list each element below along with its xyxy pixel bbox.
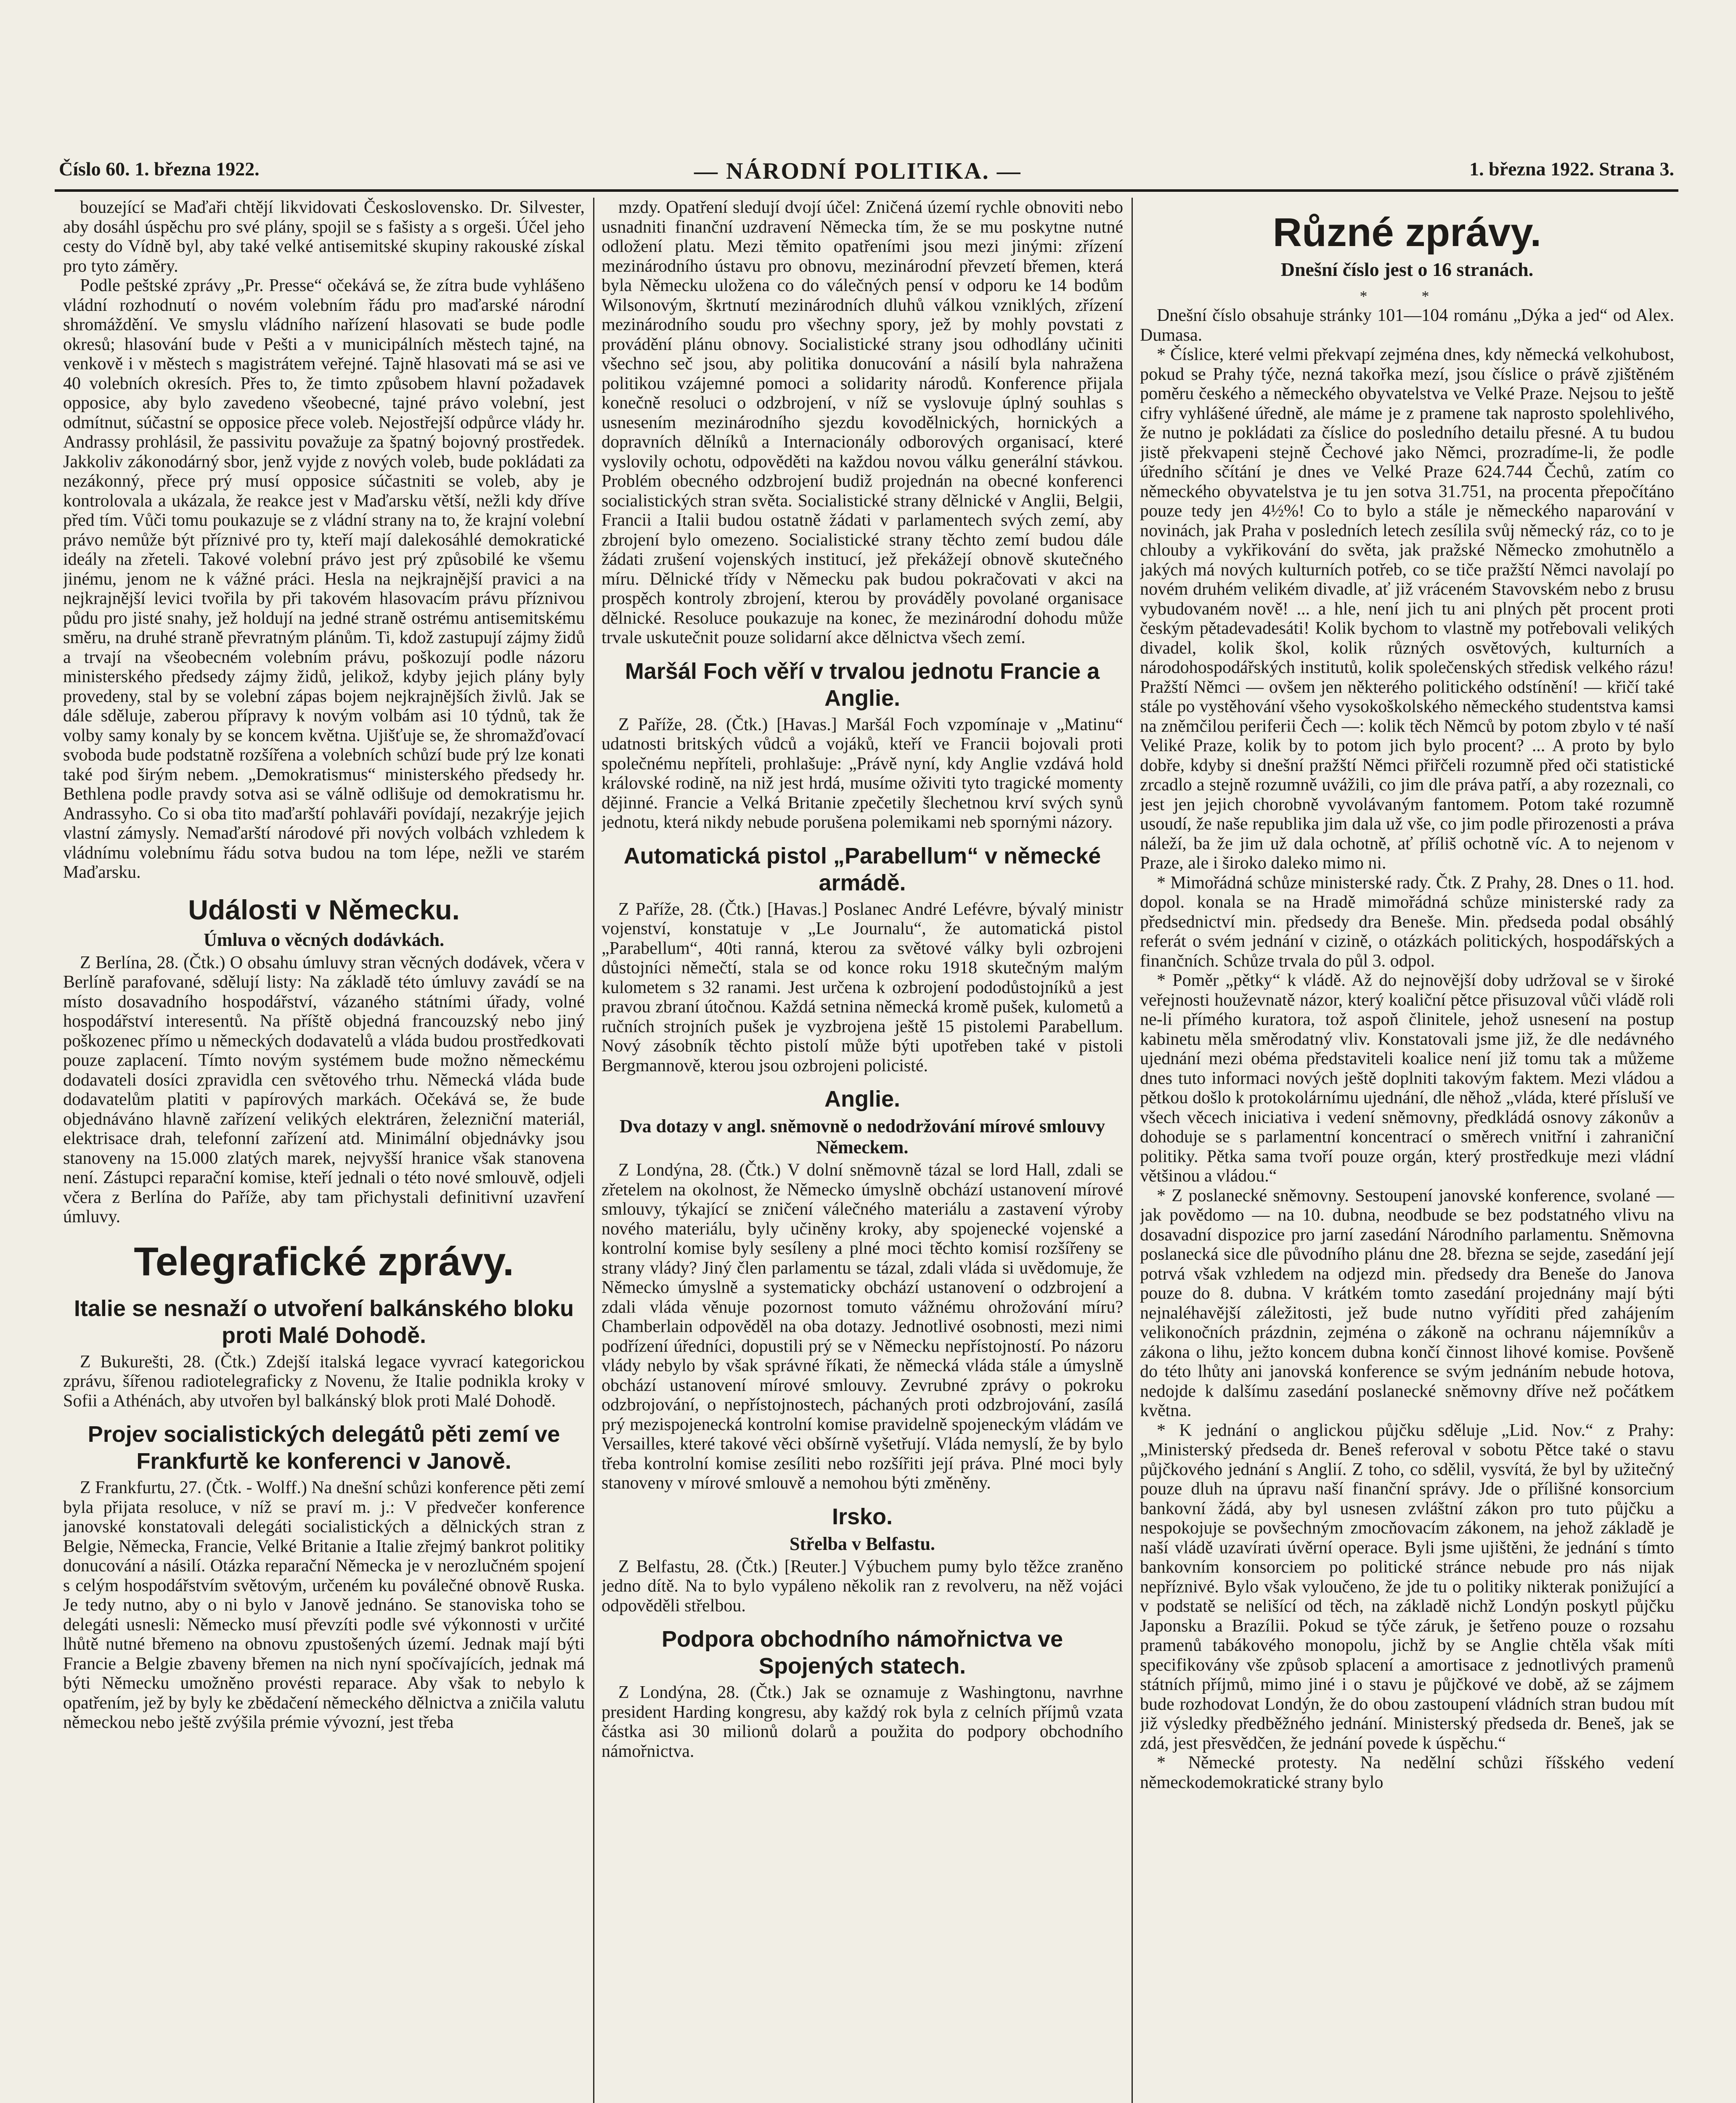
section-headline: Anglie. [824, 1086, 900, 1112]
article-paragraph: mzdy. Opatření sledují dvojí účel: Zničená území rychle obnoviti nebo usnadniti finanční uzdravení Německa tím, že se mu poskytne nutné odložení platu. Mezi těmito opatřeními jsou mezi jinými: zřízení mezinárodního ústavu pro obnovu, mezinárodní převzetí břemen, která byla Německu uložena co do válečných pensí v odporu ke 14 bodům Wilsonovým, škrtnutí mezinárodních dluhů válkou vzniklých, zřízení mezinárodního soudu pro všechny spory, jež by mohly povstati z provádění plánu obnovy. Socialistické strany jsou odhodlány učiniti všechno seč jsou, aby politika donucování a násilí byla nahražena politikou vzájemné pomoci a solidarity národů. Konference přijala konečně resoluci o odzbrojení, v níž se vyslovuje úplný souhlas s usnesením mezinárodního sjezdu kovodělnických, hornických a dopravních dělníků a Internacionály odborových organisací, které vyslovily ochotu, odpověděti na každou novou válku generální stávkou. Problém obecného odzbrojení budiž projednán na obecné konferenci socialistických stran světa. Socialistické strany dělnické v Anglii, Belgii, Francii a Italii budou ostatně žádati v parlamentech svých zemí, aby zbrojení bylo omezeno. Socialistické strany těchto zemí budou dále žádati zrušení vojenských institucí, jež překážejí obnově skutečného míru. Dělnické třídy v Německu pak budou pokračovati v akci na prospěch kontroly zbrojení, kterou by prováděly povolané organisace dělnické. Resoluce poukazuje na konec, že mezinárodní dohodu může trvale uskutečnit pouze solidarní akce dělnictva všech zemí. [602, 198, 1123, 647]
column-3 [1140, 198, 1674, 2103]
section-headline: Irsko. [832, 1504, 893, 1529]
article-paragraph: * Mimořádná schůze ministerské rady. Čtk. Z Prahy, 28. Dnes o 11. hod. dopol. konala se na Hradě mimořádná schůze ministerské rady za předsednictví min. předsedy dra Beneše. Min. předseda podal obsáhlý referát o svém jednání v cizině, o otázkách politických, hospodářských a finančních. Schůze trvala do půl 3. odpol. [1140, 873, 1674, 971]
column-divider [593, 198, 594, 2103]
masthead: — NÁRODNÍ POLITIKA. — [694, 158, 1022, 184]
column-divider [1132, 198, 1133, 2103]
article-subtitle: Úmluva o věcných dodávkách. [203, 929, 445, 950]
article-headline: Italie se nesnaží o utvoření balkánského bloku proti Malé Dohodě. [74, 1295, 574, 1348]
article-paragraph: Podle peštské zprávy „Pr. Presse“ očekává se, že zítra bude vyhlášeno vládní rozhodnutí o novém volebním řádu pro maďarské národní shromáždění. Ve smyslu vládního nařízení hlasovati se bude podle okresů; hlasování bude v Pešti a v municipálních městech tajné, na venkově i v městech s magistrátem veřejné. Tajně hlasovati má se asi ve 40 volebních okresích. Přes to, že timto způsobem hlavní požadavek opposice, aby bylo zavedeno všeobecné, tajné právo volební, jest odmítnut, súčastní se opposice přece voleb. Nejostřejší odpůrce vlády hr. Andrassy prohlásil, že passivitu považuje za špatný bojovný prostředek. Jakkoliv zákonodárný sbor, jenž vyjde z nových voleb, bude pokládati za nezákonný, přece prý musí opposice súčastniti se voleb, aby je kontrolovala a ukázala, že reakce jest v Maďarsku větší, nežli kdy dříve před tím. Vůči tomu poukazuje se z vládní strany na to, že krajní volební právo nemůže být příznivé pro ty, kteří mají dalekosáhlé demokratické ideály na zřeteli. Takové volební právo jest prý způsobilé ke všemu jinému, jenom ne k vážné práci. Hesla na nejkrajnější pravici a na nejkrajnější levici tvořila by při takovém hlasovacím právu příznivou půdu pro jisté snahy, jež holdují na jedné straně ostrému antisemitskému směru, na druhé straně převratným plánům. Ti, kdož zastupují zájmy židů a trvají na všeobecném volebním právu, poškozují podle názoru ministerského předsedy zájmy židů, jelikož, kdyby jejich plány byly provedeny, stal by se volební zápas bojem nejkrajnějších živlů. Jak se dále sděluje, zaberou přípravy k novým volbám asi 10 týdnů, tak že volby samy konaly by se koncem května. Ujišťuje se, že shromažďovací svoboda bude podstatně rozšířena a volebních schůzí bude prý lze konati také pod širým nebem. „Demokratismus“ ministerského předsedy hr. Bethlena podle pravdy sotva asi se válně odlišuje od demokratismu hr. Andrassyho. Co si oba tito maďarští pohlaváři povídají, nezakrýje jejich vlastní zámysly. Nemaďarští národové při nových volbách vzhledem k vládnímu volebnímu řádu sotva budou na tom lépe, nežli ve starém Maďarsku. [63, 276, 585, 882]
article-paragraph: Z Frankfurtu, 27. (Čtk. - Wolff.) Na dnešní schůzi konference pěti zemí byla přijata resoluce, v níž se praví m. j.: V předvečer konference janovské konstatovali delegáti socialistických a dělnických stran z Belgie, Německa, Francie, Velké Britanie a Italie zřejmý bankrot politiky donucování a násilí. Otázka reparační Německa je v nerozlučném spojení s celým hospodářstvím světovým, určeném ku poválečné obnově Ruska. Je tedy nutno, aby o ni bylo v Janově jednáno. Se stanoviska toho se delegáti usnesli: Německo musí převzíti podle své výkonnosti v určité lhůtě nutné břemeno na obnovu zpustošených území. Jednak mají býti Francie a Belgie zbaveny břemen na nich nyní spočívajících, jednak má býti Německu umožněno provésti reparace. Aby však to nebylo k opatřením, jež by byly ke zbědačení německého dělnictva a zničila valutu německou nebo ještě zvýšila prémie vývozní, jest třeba [63, 1478, 585, 1732]
article-paragraph: * Z poslanecké sněmovny. Sestoupení janovské konference, svolané — jak povědomo — na 10. dubna, neodbude se bez podstatného vlivu na dosavadní dispozice pro jarní zasedání Národního parlamentu. Sněmovna poslanecká sice dle původního plánu dne 28. března se sejde, zasedání její potrvá však vzhledem na odjezd min. předsedy dra Beneše do Janova pouze do 8. dubna. V krátkém tomto zasedání projednány mají býti nejnaléhavější záležitosti, jež bude nutno vyříditi před zahájením velikonočních prázdnin, zejména o zákoně na ochranu nájemníkův a zákona o lihu, ježto koncem dubna končí činnost lihové komise. Povšeně do této lhůty ani janovská konference se svým jednáním nebude hotova, nedojde k dalšímu zasedání poslanecké sněmovny dříve než počátkem května. [1140, 1186, 1674, 1420]
article-paragraph: * Číslice, které velmi překvapí zejména dnes, kdy německá velkohubost, pokud se Prahy týče, nezná takořka mezí, jsou číslice o právě zjištěném poměru českého a německého obyvatelstva ve Velké Praze. Nejsou to ještě cifry vyhlášené úředně, ale máme je z pramene tak naprosto spolehlivého, že nutno je pokládati za číslice do posledního detailu přesné. A tu budou jistě překvapeni stejně Čechové jako Němci, prozradíme-li, že podle úředního sčítání je dnes ve Velké Praze 624.744 Čechů, zatím co německého obyvatelstva je tu jen sotva 31.751, na procenta přepočítáno pouze tedy jen 4½%! Co to bylo a stále je německého naparování v novinách, jak Praha v posledních letech zesílila svůj německý ráz, co to je chlouby a vykřikování do světa, jak pražské Německo zmohutnělo a jakých má nových kulturních potřeb, co se tiče pražští Němci navolají po novém druhém velikém divadle, ať již vráceném Stavovském nebo z brusu vybudovaném nově! ... a hle, není jich tu ani plných pět procent proti českým pětadevadesáti! Kolik bychom to vlastně my potřebovali velikých divadel, kolik škol, kolik různých osvětových, kulturních a národohospodářských institutů, kolik společenských středisk velkého rázu! Pražští Němci — ovšem jen některého politického odstínění! — křičí také stále po vystěhování všeho vysokoškolského německého studentstva kamsi na zněmčilou periferii Čech —: kolik těch Němců by potom zbylo v té naší Veliké Praze, kolik by to potom jich bylo procent? ... A proto by bylo dobře, kdyby si dnešní pražští Němci přiřčeli rozumně před oči statistické zrcadlo a stejně rozumně uvážili, co jim dle práva patří, a aby rozeznali, co jest jen jejich chorobně vyvolávaným fantomem. Potom také rozumně usoudí, že naše republika jim dala už vše, co jim podle přirozenosti a práva náleží, ba že jim už dala ochotně, ať příliš ochotně víc. A to nejenom v Praze, ale i široko daleko mimo ni. [1140, 345, 1674, 873]
article-paragraph: * Poměr „pětky“ k vládě. Až do nejnovější doby udržoval se v široké veřejnosti houževnatě názor, který koaliční pětce přisuzoval vůči vládě roli ne-li přímého kuratora, tož aspoň člinitele, jehož usnesení na postup kabinetu měla směrodatný vliv. Konstatovali jsme již, že dle nedávného ujednání mezi obéma představiteli koalice není již tomu tak a můžeme dnes tuto informaci nových ještě doplniti takovým faktem. Mezi vládou a pětkou došlo k protokolárnímu ujednání, dle něhož „vláda, které přísluší ve všech věcech iniciativa i vedení sněmovny, předkládá osnovy zákonův a dohoduje se s parlamentní koncentrací o směrech vnitřní i zahraniční politiky. Pětka sama tvoří pouze orgán, který prostředkuje mezi vládní většinou a vládou.“ [1140, 971, 1674, 1186]
article-paragraph: Z Londýna, 28. (Čtk.) Jak se oznamuje z Washingtonu, navrhne president Harding kongresu, aby každý rok byla z celních příjmů vzata částka asi 30 milionů dolarů a použita do podpory obchodního námořnictva. [602, 1683, 1123, 1761]
issue-number: Číslo 60. 1. března 1922. [59, 158, 260, 180]
date-and-page: 1. března 1922. Strana 3. [1469, 158, 1674, 180]
article-paragraph: Z Londýna, 28. (Čtk.) V dolní sněmovně tázal se lord Hall, zdali se zřetelem na okolnost, že Německo úmyslně obchází ustanovení mírové smlouvy, týkající se zničení válečného materiálu a zastavení výroby nového materiálu, byly učiněny kroky, aby spojenecké vojenské a kontrolní komise byly sesíleny a plné moci těchto komisí rozšířeny se strany vlády? Jiný člen parlamentu se tázal, zdali vláda si uvědomuje, že Německo úmyslně a systematicky obchází ustanovení o odzbrojení a zdali vláda věnuje pozornost tomuto vážnému ohrožování míru? Chamberlain odpověděl na oba dotazy. Jednotlivé osobnosti, mezi nimi podřízení úředníci, dopustili prý se v Německu nepřístojností. Po názoru vlády nebylo by však správné říkati, že německá vláda stále a úmyslně obchází ustanovení mírové smlouvy. Zevrubné zprávy o pokroku odzbrojování, o nepřístojnostech, páchaných proti odzbrojování, zasílá prý mezispojenecká kontrolní komise pravidelně spojeneckým vládám ve Versailles, které takové věci obšírně vyšetřují. Vláda nemyslí, že by bylo třeba kontrolní komise zesíliti nebo rozšířiti její práva. Plné moci byly stanoveny v mírové smlouvě a nemohou býti změněny. [602, 1160, 1123, 1493]
article-paragraph: bouzející se Maďaři chtějí likvidovati Československo. Dr. Silvester, aby dosáhl úspěchu pro své plány, spojil se s fašisty a s orgeši. Účel jeho cesty do Vídně byl, aby také velké antisemitské skupiny rakouské získal pro tyto záměry. [63, 198, 585, 276]
section-title-germany: Události v Německu. [188, 894, 460, 925]
page-header [55, 149, 1678, 192]
article-headline: Podpora obchodního námořnictva ve Spojených statech. [661, 1626, 1063, 1679]
column-2 [602, 198, 1123, 2103]
column-1 [63, 198, 585, 2103]
article-paragraph: Z Berlína, 28. (Čtk.) O obsahu úmluvy stran věcných dodávek, včera v Berlíně parafované, sdělují listy: Na základě této úmluvy zavádí se na místo dosavadního hospodářství, vázaného státními úřady, volné hospodářství interesentů. Na příště objedná francouzský nebo jiný poškozenec přímo u německých dodavatelů a vláda budou prostředkovati pouze zaplacení. Tímto novým systémem bude možno německému dodavateli dosíci zpravidla cen světového trhu. Německá vláda bude dodavatelům platiti v papírových markách. Očekává se, že bude objednáváno hlavně zařízení velikých elektráren, železniční materiál, elektrisace drah, telefonní zařízení atd. Minimální objednávky jsou stanoveny na 15.000 zlatých marek, nejvyšší hranice však stanovena není. Zástupci reparační komise, kteří jednali o této nové smlouvě, odjeli včera z Berlína do Paříže, aby tam přichystali definitivní uzavření úmluvy. [63, 953, 585, 1226]
section-title-misc-news: Různé zprávy. [1272, 210, 1542, 255]
article-paragraph: Dnešní číslo obsahuje stránky 101—104 románu „Dýka a jed“ od Alex. Dumasa. [1140, 306, 1674, 345]
article-headline: Automatická pistol „Parabellum“ v německé armádě. [623, 843, 1101, 895]
issue-note: Dnešní číslo jest o 16 stranách. [1280, 259, 1534, 280]
article-subtitle: Dva dotazy v angl. sněmovně o nedodržování mírové smlouvy Německem. [619, 1116, 1105, 1157]
article-subtitle: Střelba v Belfastu. [790, 1533, 935, 1554]
section-title-telegraphs: Telegrafické zprávy. [134, 1239, 514, 1284]
article-paragraph: Z Belfastu, 28. (Čtk.) [Reuter.] Výbuchem pumy bylo těžce zraněno jedno dítě. Na to bylo vypáleno několik ran z revolveru, na něž vojáci odpověděli střelbou. [602, 1557, 1123, 1616]
article-paragraph: Z Paříže, 28. (Čtk.) [Havas.] Poslanec André Lefévre, bývalý ministr vojenství, konstatuje v „Le Journalu“, že automatická pistol „Parabellum“, 40ti ranná, kterou za světové války byli ozbrojeni důstojníci němečtí, stala se od konce roku 1918 skutečným malým kulometem s 32 ranami. Jest určena k ozbrojení pododůstojníků a jest pravou zbraní útočnou. Každá setnina německá kromě pušek, kulometů a ručních strojních pušek je vyzbrojena ještě 15 pistolemi Parabellum. Nový zásobník těchto pistolí může býti upotřeben také v pistoli Bergmannově, kterou jsou ozbrojeni policisté. [602, 899, 1123, 1075]
separator-asterisks: * * [1360, 287, 1455, 305]
article-headline: Projev socialistických delegátů pěti zemí ve Frankfurtě ke konferenci v Janově. [87, 1422, 560, 1474]
article-paragraph: * Německé protesty. Na nedělní schůzi říšského vedení německodemokratické strany bylo [1140, 1753, 1674, 1792]
article-headline: Maršál Foch věří v trvalou jednotu Francie a Anglie. [625, 658, 1100, 711]
article-paragraph: Z Paříže, 28. (Čtk.) [Havas.] Maršál Foch vzpomínaje v „Matinu“ udatnosti britských vůdců a vojáků, kteří ve Francii bojovali proti společnému nepříteli, prohlašuje: „Právě nyní, kdy Anglie vzdává hold královské rodině, na niž jest hrdá, musíme oživiti tyto tragické momenty dějinné. Francie a Velká Britanie zpečetily šlechetnou krví svých synů jednotu, která nikdy nebude porušena polemikami neb spornými názory. [602, 715, 1123, 832]
article-paragraph: Z Bukurešti, 28. (Čtk.) Zdejší italská legace vyvrací kategorickou zprávu, šířenou radiotelegraficky z Novenu, že Italie podnikla kroky v Sofii a Athénách, aby utvořen byl balkánský blok proti Malé Dohodě. [63, 1352, 585, 1411]
article-paragraph: * K jednání o anglickou půjčku sděluje „Lid. Nov.“ z Prahy: „Ministerský předseda dr. Beneš referoval v sobotu Pětce také o stavu půjčkového jednání s Anglií. Z toho, co sdělil, vysvítá, že byl by užitečný pouze dluh na úpravu naší finanční správy. Jde o přílišné konsorcium bankovní žádá, aby byl usnesen zvláštní zákon pro tuto půjčku a nespokojuje se povšechným zmocňovacím zákonem, na jehož základě je naší vládě uzavírati úvěrní operace. Byli jsme ujištěni, že jednání s tímto bankovním konsorciem po politické stránce nebude pro nás nijak nepříznivé. Bylo však vyloučeno, že jde tu o politiky nikterak ponižující a v podstatě se nelišící od těch, na základě nichž Londýn poskytl půjčku Japonsku a Brazílii. Pokud se týče záruk, je šetřeno pouze o rozsahu pramenů tabákového monopolu, jichž by se Anglie chtěla však míti specifikovány vše způsob splacení a amortisace z jednotlivých pramenů státních příjmů, mimo jiné i o stavu je půjčkové ve době, až se zájmem bude rozhodovat Londýn, že do obou zastoupení vládních stran budou mít již výsledky předběžného jednání. Ministerský předseda dr. Beneš, jak se zdá, jest přesvědčen, že jednání povede k úspěchu.“ [1140, 1420, 1674, 1753]
